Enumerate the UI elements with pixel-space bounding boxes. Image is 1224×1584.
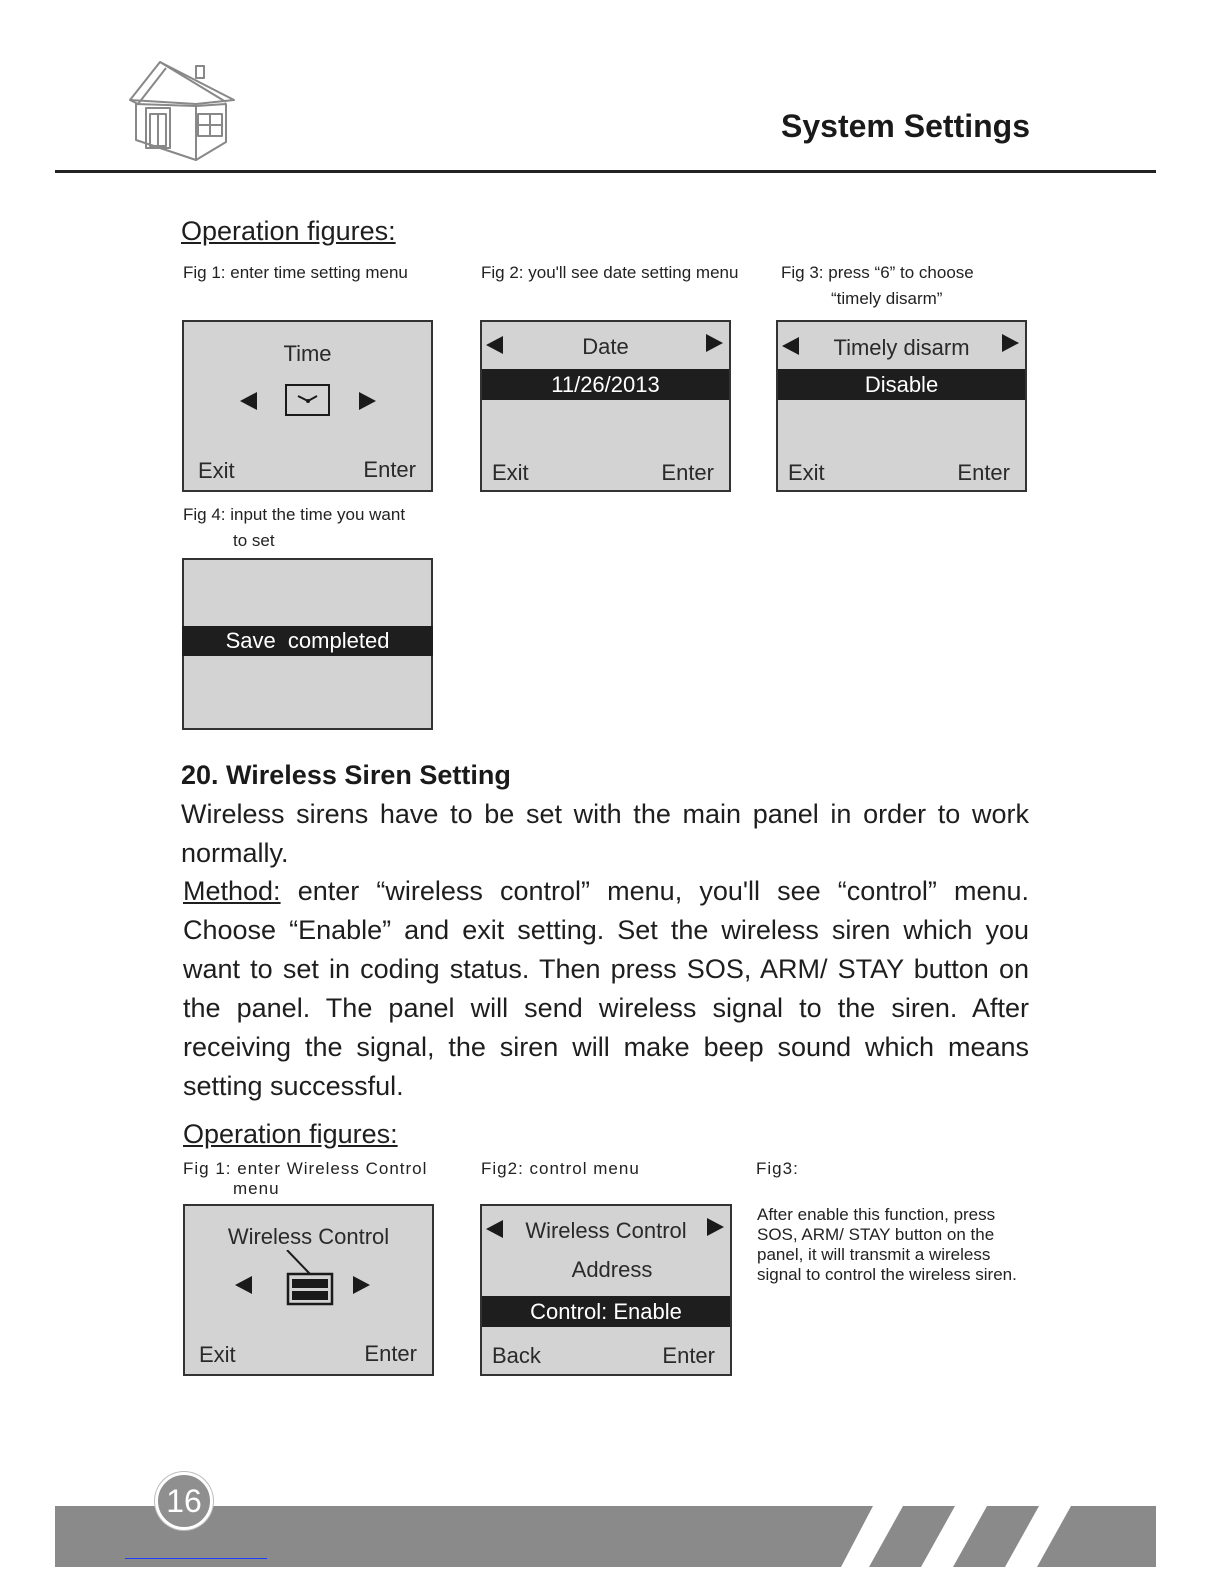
date-menu-screen [480,320,731,492]
fig4-caption-line1: Fig 4: input the time you want [183,505,406,524]
fig3-caption-line1: Fig 3: press “6” to choose [781,263,974,282]
clock-icon [285,384,330,416]
control-menu-screen [480,1204,732,1376]
enter-label: Enter [662,1343,715,1368]
left-arrow-icon [240,392,257,410]
intro-paragraph: Wireless sirens have to be set with the main panel in order to work normally. [181,799,1029,868]
screen-title: Wireless Control [525,1218,687,1243]
enter-label: Enter [661,460,714,485]
operation-figures-heading-2: Operation figures: [183,1119,398,1149]
fig4-caption [183,502,405,554]
selected-value-bar: Control: Enable [482,1296,730,1327]
fig1-caption: Fig 1: enter time setting menu [183,263,408,282]
fig4-caption-line2: to set [233,531,275,550]
wireless-control-screen [183,1204,434,1376]
footer-link-line [125,1558,267,1559]
exit-label: Exit [199,1342,236,1367]
method-paragraph [183,872,1029,1106]
screen-title: Wireless Control [227,1224,390,1249]
section-heading: 20. Wireless Siren Setting [181,760,511,790]
screen-title: Timely disarm [833,335,970,360]
fig3-caption-line2: “timely disarm” [831,289,943,308]
exit-label: Exit [492,460,529,485]
selected-value-bar: 11/26/2013 [482,369,729,400]
siren-fig1-caption [183,1159,427,1199]
house-icon [126,58,238,162]
operation-figures-heading: Operation figures: [181,216,396,246]
screen-subtitle: Address [571,1257,653,1282]
enter-label: Enter [363,457,416,482]
right-arrow-icon [359,392,376,410]
fig3-caption [781,260,974,312]
time-menu-screen [182,320,433,492]
siren-fig3-caption: Fig3: [756,1159,799,1178]
exit-label: Exit [198,458,235,483]
right-arrow-icon [706,334,723,352]
radio-icon [285,1250,335,1306]
page-title: System Settings [781,108,1030,144]
siren-fig2-caption: Fig2: control menu [481,1159,640,1178]
screen-title: Date [582,334,629,359]
fig2-caption: Fig 2: you'll see date setting menu [481,263,739,282]
page-number: 16 [155,1472,213,1530]
save-completed-screen [182,558,433,730]
right-arrow-icon [353,1276,370,1294]
save-message-bar: Save completed [182,626,433,656]
exit-label: Exit [788,460,825,485]
enter-label: Enter [364,1341,417,1366]
right-arrow-icon [1002,334,1019,352]
siren-fig1-caption-line2: menu [233,1179,280,1198]
screen-title: Time [283,341,332,366]
fig3-note: After enable this function, press SOS, ARM/ STAY button on the panel, it will transmit a wireless signal to control the wireless siren. [757,1205,1017,1284]
right-arrow-icon [707,1218,724,1236]
left-arrow-icon [235,1276,252,1294]
back-label: Back [492,1343,541,1368]
method-label: Method: [183,876,281,906]
selected-value-bar: Disable [778,369,1025,400]
header-divider [55,170,1156,173]
timely-disarm-screen [776,320,1027,492]
siren-fig1-caption-line1: Fig 1: enter Wireless Control [183,1159,428,1178]
method-text: enter “wireless control” menu, you'll see “control” menu. Choose “Enable” and exit setting. Set the wireless siren which you want to set in coding status. Then press SOS, ARM/ STAY button on the panel. The panel will send wireless signal to the siren. After receiving the signal, the siren will make beep sound which means setting successful. [183,876,1029,1101]
enter-label: Enter [957,460,1010,485]
